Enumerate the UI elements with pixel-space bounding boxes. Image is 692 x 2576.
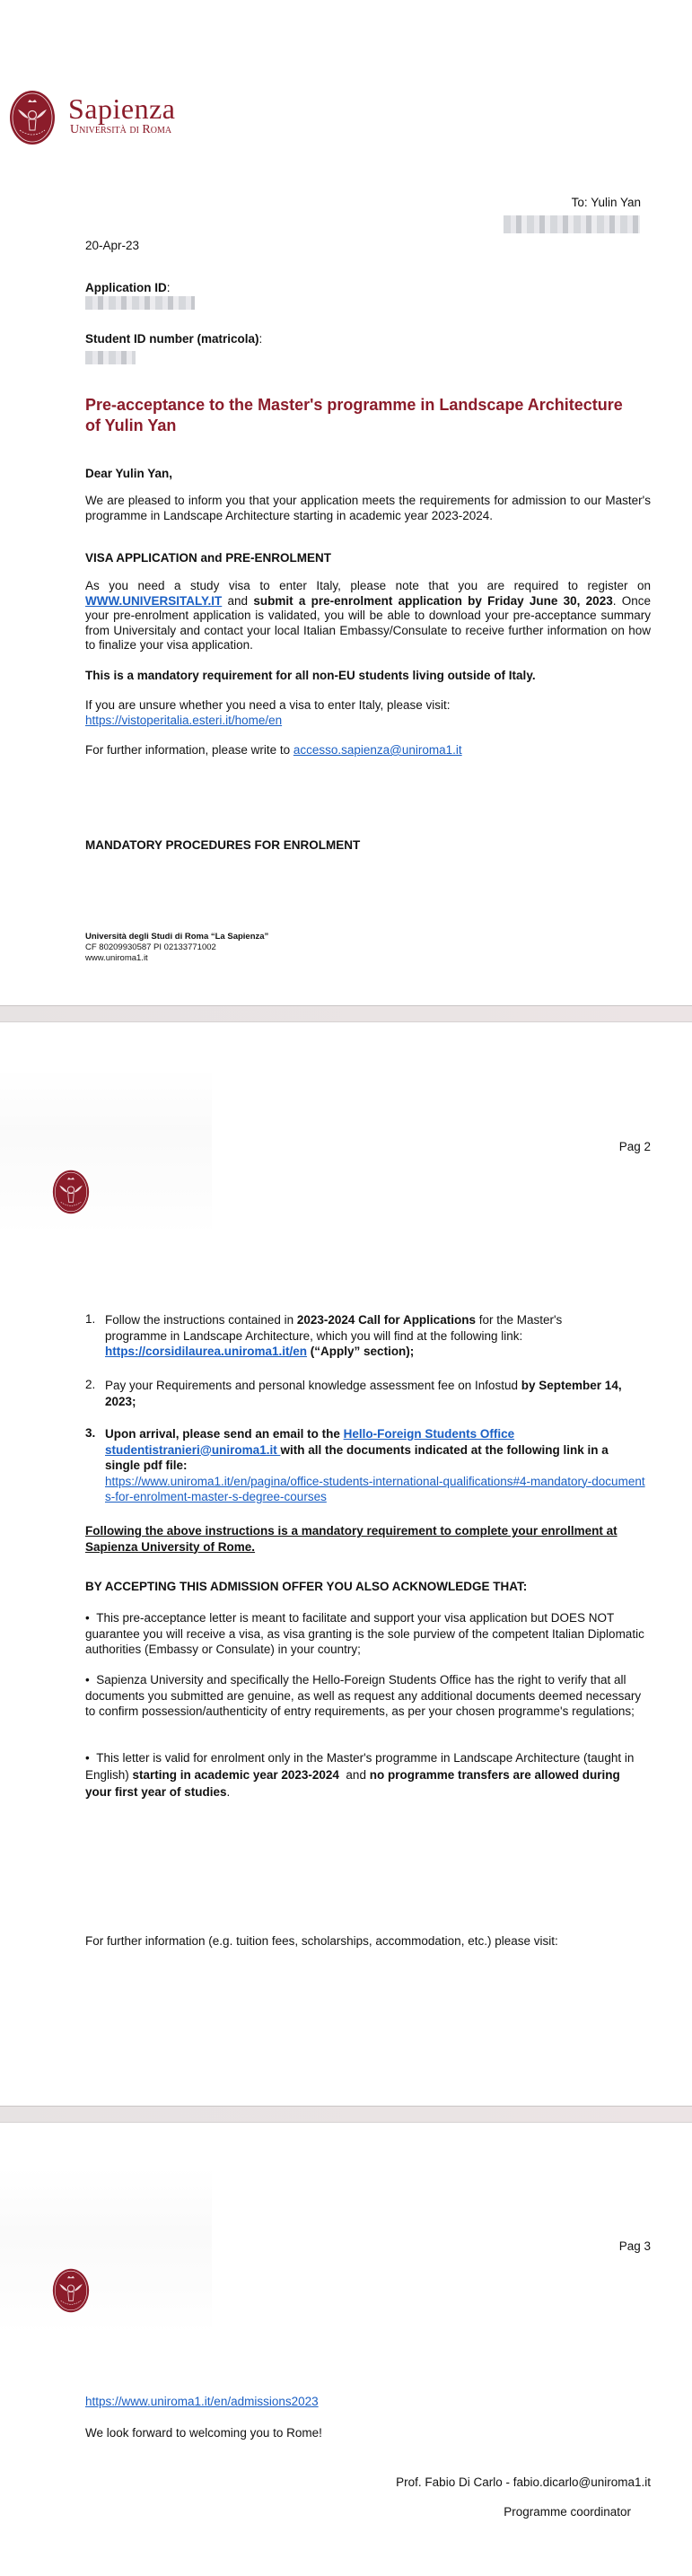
unsure-text: If you are unsure whether you need a visa to enter Italy, please visit: xyxy=(85,698,451,712)
hello-foreign-office-link[interactable]: Hello-Foreign Students Office xyxy=(343,1427,515,1441)
bullet-text-b: and xyxy=(338,1768,370,1782)
page-separator xyxy=(0,2106,692,2123)
footer-university: Università degli Studi di Roma “La Sapienza” xyxy=(85,932,269,942)
bullet-dot: • xyxy=(85,1611,97,1625)
footer xyxy=(85,932,268,964)
further-info-visit: For further information (e.g. tuition fees, scholarships, accommodation, etc.) please visit: xyxy=(85,1934,558,1948)
student-id-label xyxy=(85,332,262,346)
logo-wordmark: Sapienza xyxy=(68,92,176,125)
bullet-dot: • xyxy=(85,1751,97,1765)
mandatory-underlined-note: Following the above instructions is a mandatory requirement to complete your enrollment at Sapienza University of Rome. xyxy=(85,1524,618,1554)
page-number: Pag 3 xyxy=(618,2239,651,2253)
acknowledge-bullet xyxy=(85,1610,653,1658)
sapienza-seal-small xyxy=(52,1170,90,1214)
intro-paragraph: We are pleased to inform you that your application meets the requirements for admission to our Master's programme in Landscape Architecture starting in academic year 2023-2024. xyxy=(85,494,651,522)
visa-deadline: submit a pre-enrolment application by Friday June 30, 2023 xyxy=(253,593,613,608)
step-item xyxy=(85,1378,651,1409)
step-item xyxy=(85,1426,651,1505)
page-shading xyxy=(0,1068,212,1234)
redacted-address xyxy=(504,215,640,233)
admissions-link[interactable]: https://www.uniroma1.it/en/admissions2023 xyxy=(85,2395,319,2408)
footer-tax-codes: CF 80209930587 PI 02133771002 xyxy=(85,942,216,952)
footer-website: www.uniroma1.it xyxy=(85,953,148,963)
redacted-application-id xyxy=(85,296,195,310)
further-info-line xyxy=(85,743,462,757)
bullet-no-transfers: no programme transfers are allowed during your first year of studies xyxy=(85,1768,620,1799)
mandatory-documents-link[interactable]: https://www.uniroma1.it/en/pagina/office-students-international-qualifications#4-mandatory-documents-for-enrolment-master-s-degree-courses xyxy=(105,1474,645,1503)
sapienza-seal-logo xyxy=(9,90,56,145)
accesso-email-link[interactable]: accesso.sapienza@uniroma1.it xyxy=(293,743,462,757)
mandatory-note: This is a mandatory requirement for all non-EU students living outside of Italy. xyxy=(85,669,536,682)
bullet-text: Sapienza University and specifically the Hello-Foreign Students Office has the right to verify that all documents you submitted are genuine, as well as request any additional documents deemed necessary to confirm possession/authenticity of entry requirements, as per your chosen programme's regulations; xyxy=(85,1673,642,1718)
fee-deadline: by September 14, 2023; xyxy=(105,1379,622,1408)
signature-role: Programme coordinator xyxy=(504,2505,631,2519)
visa-paragraph xyxy=(85,579,651,653)
greeting: Dear Yulin Yan, xyxy=(85,467,173,480)
visa-text-b: and xyxy=(222,593,254,608)
further-info-text: For further information, please write to xyxy=(85,743,293,757)
corsidilaurea-link[interactable]: https://corsidilaurea.uniroma1.it/en xyxy=(105,1345,308,1358)
studentistranieri-email-link[interactable]: studentistranieri@uniroma1.it xyxy=(105,1442,281,1457)
step1-text-b: for the Master's programme in Landscape Architecture, which you will find at the following link: xyxy=(105,1313,563,1343)
application-id-colon: : xyxy=(166,281,171,294)
redacted-student-id xyxy=(85,351,136,364)
step1-text-a: Follow the instructions contained in xyxy=(105,1313,297,1327)
visa-heading: VISA APPLICATION and PRE-ENROLMENT xyxy=(85,551,332,565)
acknowledge-bullet xyxy=(85,1749,642,1801)
letter-date: 20-Apr-23 xyxy=(85,239,140,252)
bullet-text-a: This letter is valid for enrolment only in the Master's programme in Landscape Architecture (taught in English) xyxy=(85,1751,635,1782)
acknowledge-heading: BY ACCEPTING THIS ADMISSION OFFER YOU ALSO ACKNOWLEDGE THAT: xyxy=(85,1580,528,1593)
application-id-label-text: Application ID xyxy=(85,281,167,294)
step-item xyxy=(85,1312,651,1360)
universitaly-link[interactable]: WWW.UNIVERSITALY.IT xyxy=(85,593,223,608)
step2-text-a: Pay your Requirements and personal knowledge assessment fee on Infostud xyxy=(105,1379,521,1392)
closing-line: We look forward to welcoming you to Rome! xyxy=(85,2426,322,2440)
bullet-dot: • xyxy=(85,1673,97,1687)
step3-text-a: Upon arrival, please send an email to the xyxy=(105,1427,344,1441)
procedures-heading: MANDATORY PROCEDURES FOR ENROLMENT xyxy=(85,838,361,852)
page-separator xyxy=(0,1005,692,1022)
signature: Prof. Fabio Di Carlo - fabio.dicarlo@uniroma1.it xyxy=(396,2475,651,2489)
visa-check-link[interactable]: https://vistoperitalia.esteri.it/home/en xyxy=(85,714,283,727)
call-for-applications: 2023-2024 Call for Applications xyxy=(296,1313,476,1327)
sapienza-seal-small xyxy=(52,2268,90,2313)
step3-text-b: with all the documents indicated at the following link in a single pdf file: xyxy=(105,1442,609,1472)
step-number: 1. xyxy=(85,1312,96,1326)
step-number: 2. xyxy=(85,1378,96,1391)
bullet-text-c: . xyxy=(226,1785,231,1799)
recipient-to: To: Yulin Yan xyxy=(571,196,641,209)
student-id-label-text: Student ID number (matricola) xyxy=(85,332,259,346)
visa-text-a: As you need a study visa to enter Italy, please note that you are required to register on xyxy=(85,579,651,592)
visa-text-c: . Once your pre-enrolment application is validated, you will be able to download your pre-acceptance summary from Universitaly and contact your local Italian Embassy/Consulate to receive further information on how to finalize your visa application. xyxy=(85,593,651,652)
step1-text-c: (“Apply” section); xyxy=(307,1345,415,1358)
acknowledge-bullet xyxy=(85,1672,646,1720)
student-id-colon: : xyxy=(258,332,263,346)
logo-subtitle: Università di Roma xyxy=(70,123,172,136)
bullet-start-year: starting in academic year 2023-2024 xyxy=(132,1768,339,1782)
page-shading xyxy=(0,2168,212,2334)
page-number: Pag 2 xyxy=(618,1140,651,1153)
letter-title: Pre-acceptance to the Master's programme in Landscape Architecture of Yulin Yan xyxy=(85,396,623,434)
step-number: 3. xyxy=(85,1426,96,1440)
bullet-text: This pre-acceptance letter is meant to facilitate and support your visa application but DOES NOT guarantee you will receive a visa, as visa granting is the sole purview of the competent Italian Diplomatic authorities (Embassy or Consulate) in your country; xyxy=(85,1611,644,1656)
application-id-label xyxy=(85,281,171,294)
